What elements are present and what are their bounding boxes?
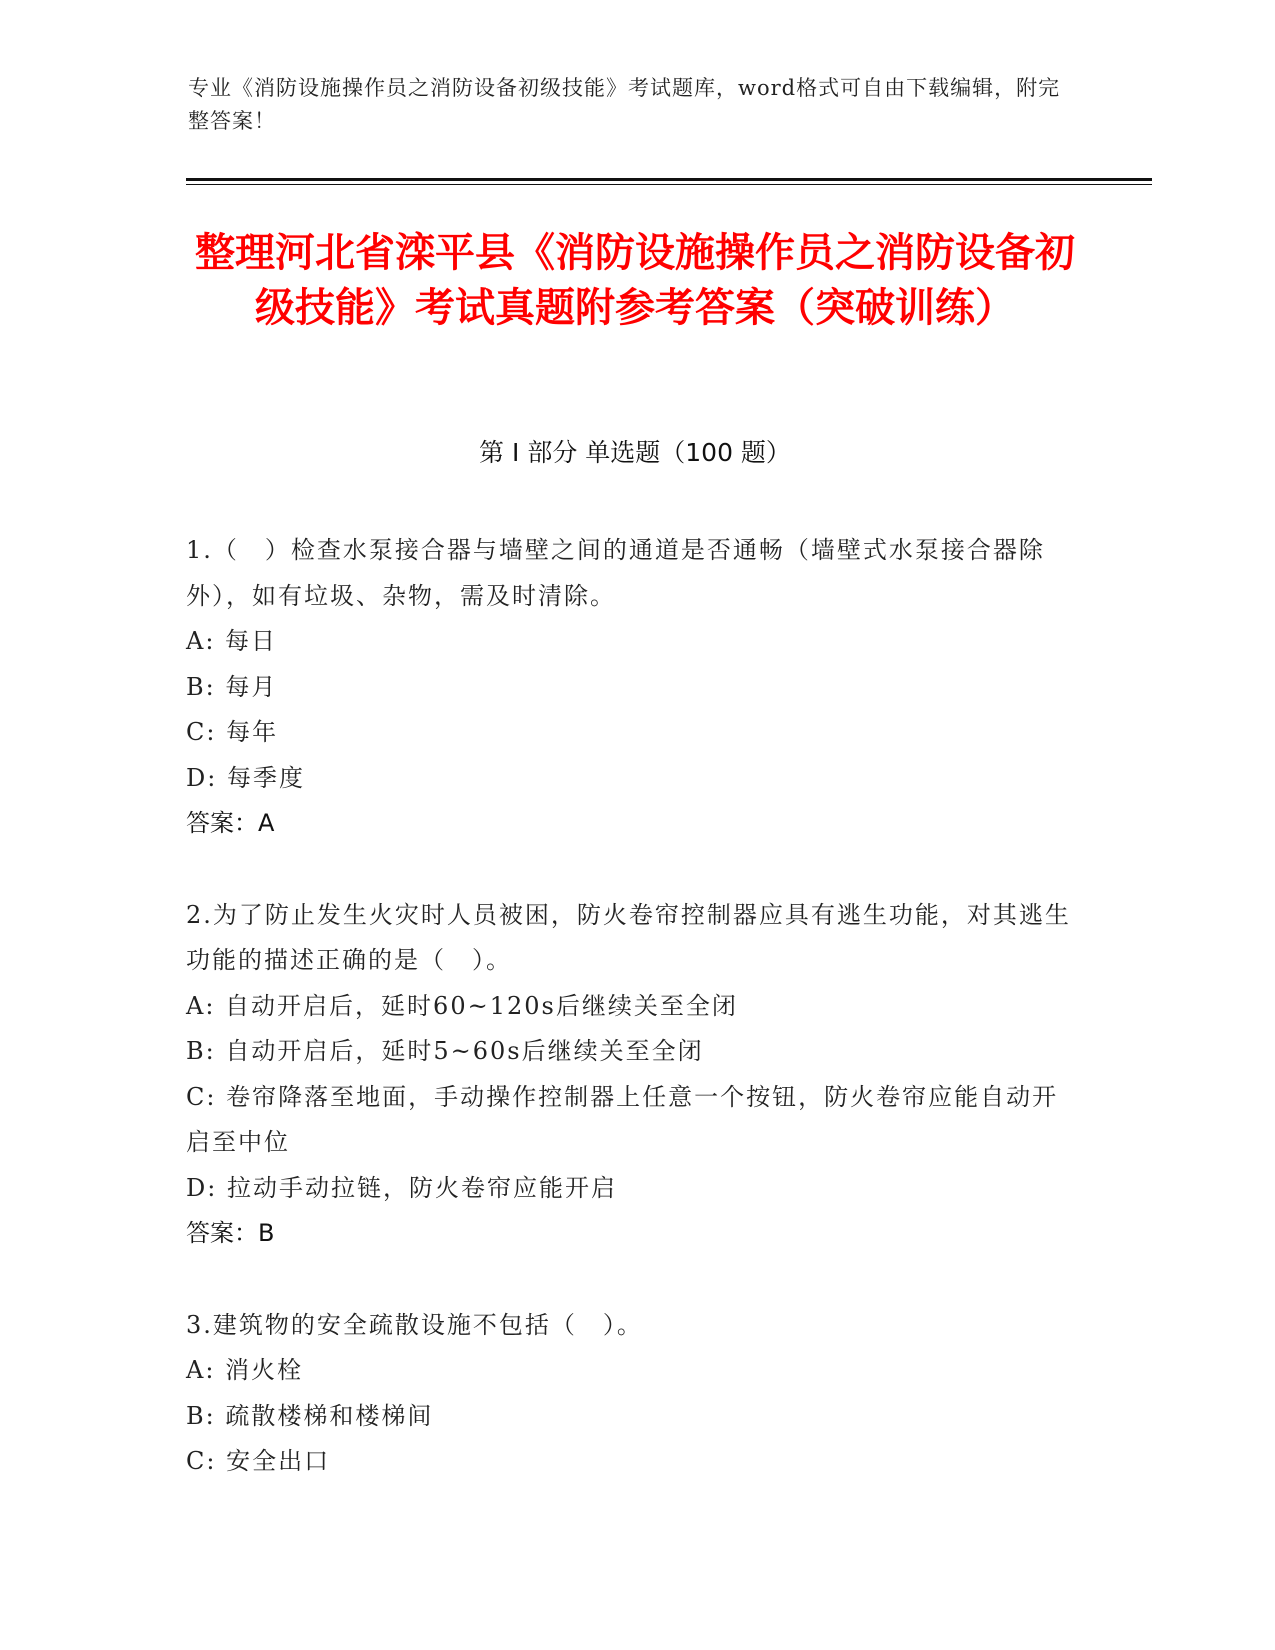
header-note: 专业《消防设施操作员之消防设备初级技能》考试题库，word格式可自由下载编辑，附完整答案！ <box>188 76 1061 133</box>
question-1 <box>186 528 1076 847</box>
document-title: 整理河北省滦平县《消防设施操作员之消防设备初级技能》考试真题附参考答案（突破训练） <box>195 230 1075 331</box>
option-a: A: 自动开启后，延时60~120s后继续关至全闭 <box>186 991 738 1020</box>
question-stem: 2.为了防止发生火灾时人员被困，防火卷帘控制器应具有逃生功能，对其逃生功能的描述正确的是（ ）。 <box>186 900 1071 974</box>
question-2 <box>186 893 1076 1257</box>
answer: 答案：A <box>186 809 275 837</box>
header-rule-thick <box>186 178 1152 181</box>
option-d: D: 每季度 <box>186 763 305 792</box>
header-rule-thin <box>186 184 1152 185</box>
option-b: B: 自动开启后，延时5~60s后继续关至全闭 <box>186 1037 704 1065</box>
answer: 答案：B <box>186 1219 275 1247</box>
option-c: C: 卷帘降落至地面，手动操作控制器上任意一个按钮，防火卷帘应能自动开启至中位 <box>186 1082 1059 1156</box>
question-stem: 1.（ ）检查水泵接合器与墙壁之间的通道是否通畅（墙壁式水泵接合器除外），如有垃圾、杂物，需及时清除。 <box>186 536 1045 610</box>
option-a: A: 每日 <box>186 627 278 655</box>
option-c: C: 安全出口 <box>186 1447 331 1475</box>
option-d: D: 拉动手动拉链，防火卷帘应能开启 <box>186 1173 617 1202</box>
option-b: B: 疏散楼梯和楼梯间 <box>186 1401 434 1430</box>
option-b: B: 每月 <box>186 672 278 701</box>
question-stem: 3.建筑物的安全疏散设施不包括（ ）。 <box>186 1310 643 1339</box>
option-c: C: 每年 <box>186 718 279 746</box>
question-list <box>186 528 1076 1531</box>
section-heading: 第 I 部分 单选题（100 题） <box>479 438 791 467</box>
option-a: A: 消火栓 <box>186 1356 304 1384</box>
question-3 <box>186 1303 1076 1485</box>
